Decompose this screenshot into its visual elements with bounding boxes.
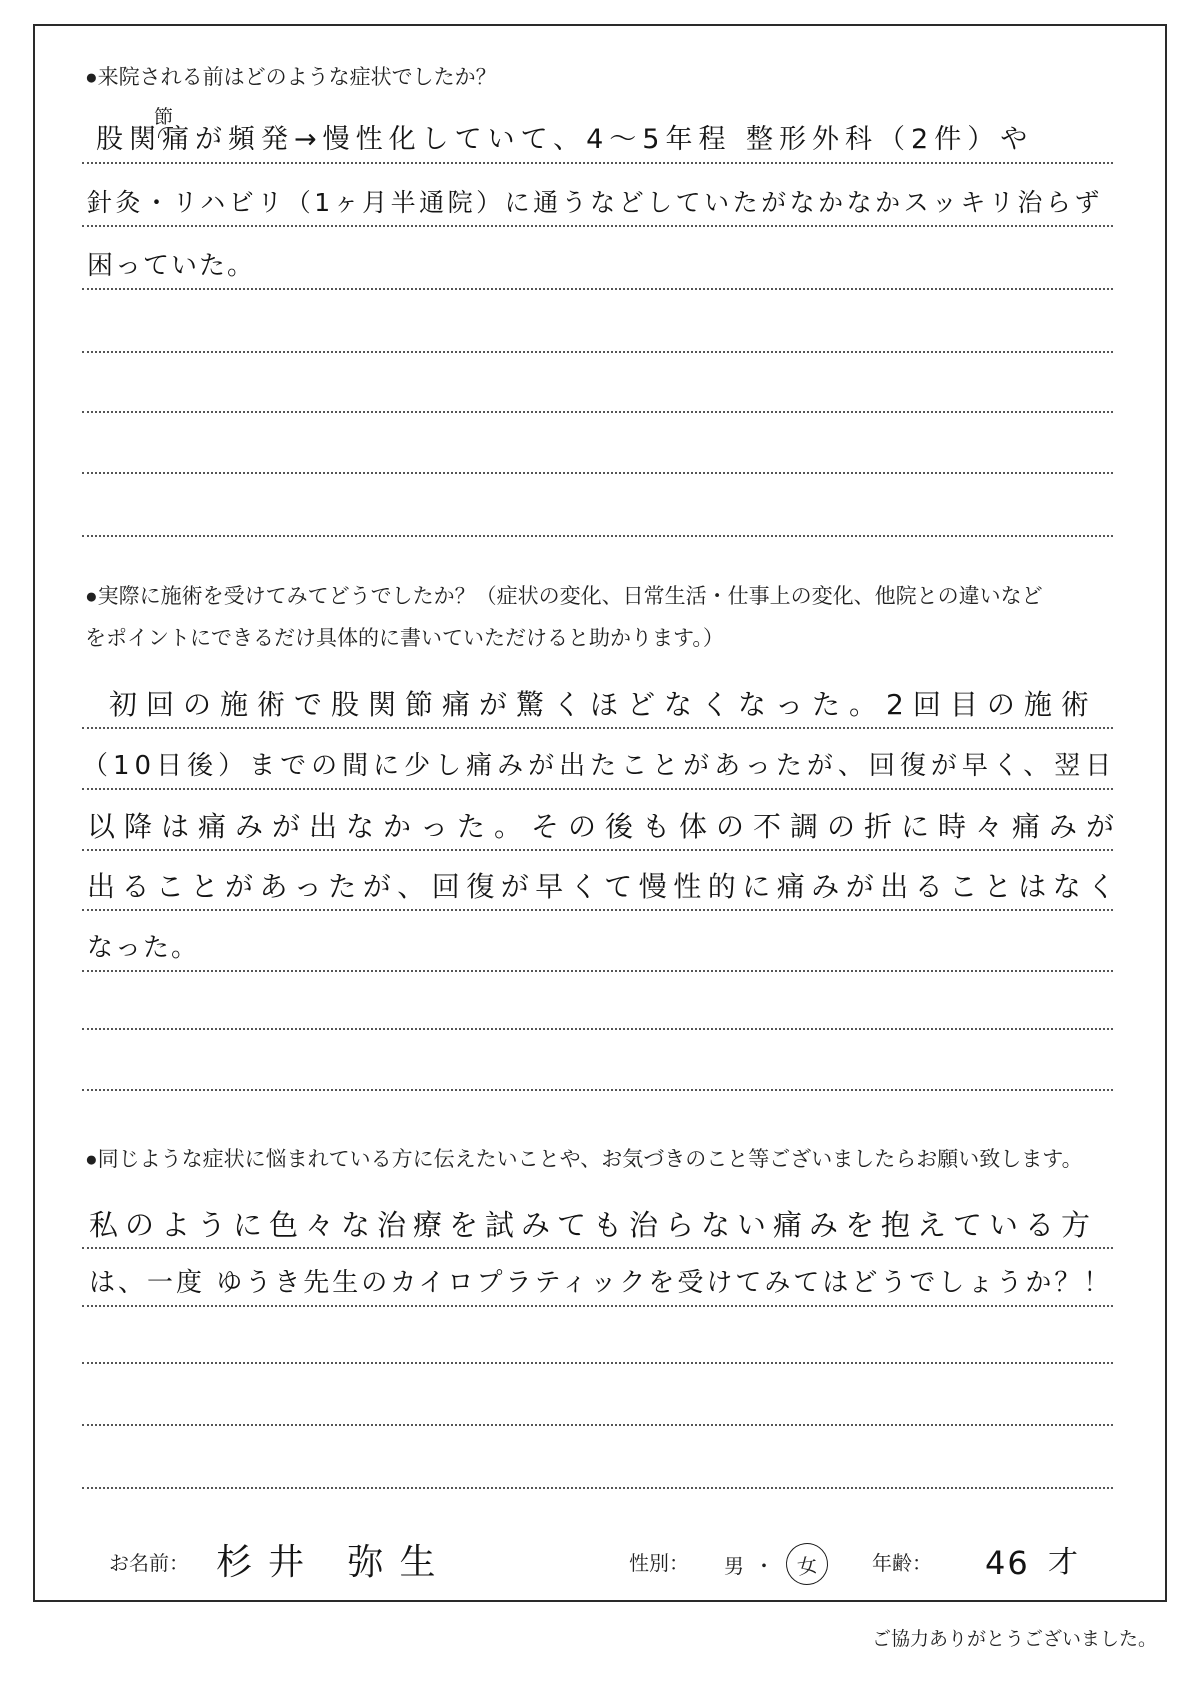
closing-message: ご協力ありがとうございました。	[871, 1629, 1157, 1650]
gender-separator: ・	[754, 1555, 774, 1578]
gender-female-option: 女	[783, 1540, 830, 1587]
answer-rule	[82, 411, 1113, 413]
answer-2-line-2: （10日後）までの間に少し痛みが出たことがあったが、回復が早く、翌日	[82, 751, 1117, 781]
age-unit: 才	[1048, 1545, 1078, 1580]
respondent-name: 杉井 弥生	[216, 1542, 452, 1583]
question-1-prompt: ●来院される前はどのような症状でしたか？	[85, 66, 497, 89]
answer-rule	[82, 1487, 1113, 1489]
gender-male-option: 男	[724, 1555, 744, 1578]
answer-rule	[82, 288, 1113, 290]
answer-rule	[82, 1028, 1113, 1030]
answer-1-line-3: 困っていた。	[87, 251, 256, 281]
answer-1-line-1	[96, 106, 1034, 160]
answer-2-line-1: 初回の施術で股関節痛が驚くほどなくなった。2回目の施術	[109, 688, 1098, 721]
answer-rule	[82, 1424, 1113, 1426]
answer-1-line-1-rest: 痛が頻発→慢性化していて、4〜5年程 整形外科（2件）や	[162, 124, 1034, 155]
answer-2-line-4: 出ることがあったが、回復が早くて慢性的に痛みが出ることはなく	[87, 870, 1122, 903]
answer-1-line-1-start: 股関	[96, 124, 162, 155]
answer-3-line-2: は、一度 ゆうき先生のカイロプラティックを受けてみてはどうでしょうか？！	[89, 1268, 1113, 1298]
answer-rule	[82, 727, 1113, 729]
answer-rule	[82, 1305, 1113, 1307]
gender-label: 性別：	[629, 1553, 689, 1575]
question-2-prompt-line-1: ●実際に施術を受けてみてどうでしたか？（症状の変化、日常生活・仕事上の変化、他院との違いなど	[85, 585, 1043, 608]
name-label: お名前：	[109, 1553, 189, 1575]
answer-rule	[82, 788, 1113, 790]
insertion-caret-icon	[158, 127, 173, 138]
answer-rule	[82, 1362, 1113, 1364]
age-value: 46	[985, 1544, 1030, 1582]
answer-rule	[82, 162, 1113, 164]
inserted-character: 節	[154, 106, 174, 128]
answer-rule	[82, 849, 1113, 851]
answer-rule	[82, 909, 1113, 911]
answer-rule	[82, 1247, 1113, 1249]
answer-rule	[82, 970, 1113, 972]
answer-rule	[82, 535, 1113, 537]
age-label: 年齢：	[872, 1553, 932, 1575]
question-3-prompt: ●同じような症状に悩まれている方に伝えたいことや、お気づきのこと等ございましたらお願い致します。	[85, 1148, 1083, 1171]
answer-2-line-3: 以降は痛みが出なかった。その後も体の不調の折に時々痛みが	[87, 810, 1124, 843]
answer-2-line-5: なった。	[87, 933, 200, 963]
answer-rule	[82, 472, 1113, 474]
answer-rule	[82, 351, 1113, 353]
answer-1-line-2: 針灸・リハビリ（1ヶ月半通院）に通うなどしていたがなかなかスッキリ治らず	[87, 188, 1103, 217]
question-2-prompt-line-2: をポイントにできるだけ具体的に書いていただけると助かります。）	[85, 627, 724, 650]
answer-rule	[82, 225, 1113, 227]
gender-options	[724, 1542, 828, 1586]
answer-3-line-1: 私のように色々な治療を試みても治らない痛みを抱えている方	[89, 1208, 1098, 1242]
answer-rule	[82, 1089, 1113, 1091]
